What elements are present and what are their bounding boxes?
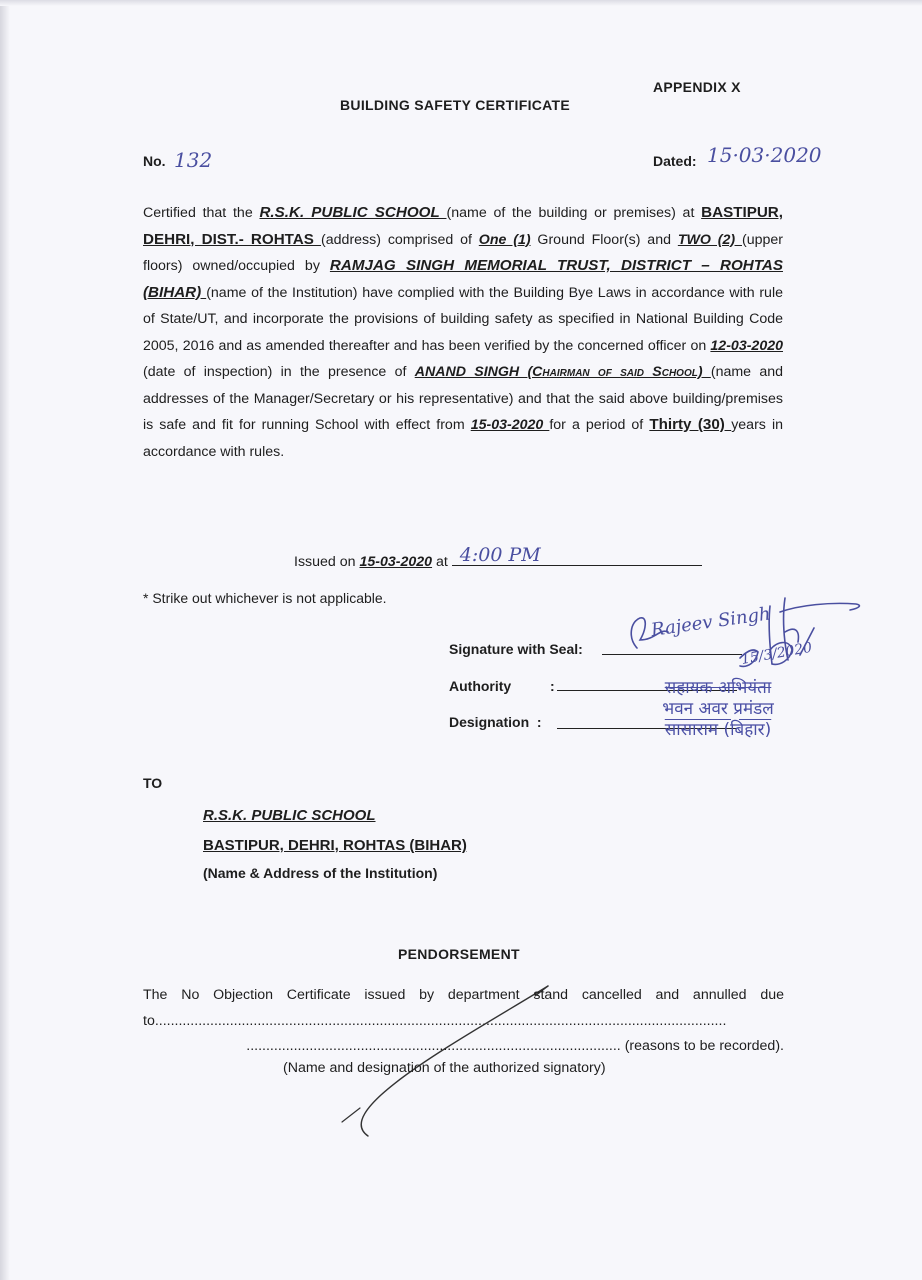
recipient-school: R.S.K. PUBLIC SCHOOL <box>203 807 376 824</box>
dated-value: 15·03·2020 <box>707 143 822 167</box>
issued-time: 4:00 PM <box>459 544 541 566</box>
witness-name: ANAND SINGH <box>414 364 528 380</box>
school-address: BASTIPUR, DEHRI, DIST.- ROHTAS <box>143 204 783 248</box>
endorsement-line-1: The No Objection Certificate issued by department stand cancelled and annulled due <box>143 987 784 1003</box>
recipient-to: TO <box>143 775 163 791</box>
stamp-line-3: सासाराम (बिहार) <box>664 720 772 740</box>
dated-label: Dated: <box>653 153 697 169</box>
body-text: (date of inspection) in the presence of <box>143 364 415 380</box>
signature-date: 15/3/2020 <box>739 639 814 668</box>
owner-institution: RAMJAG SINGH MEMORIAL TRUST, DISTRICT – ROHTAS (BIHAR) <box>143 257 783 301</box>
body-text: (upper floors) owned/occupied by <box>143 231 783 274</box>
certificate-number-label: No. <box>143 153 166 169</box>
inspection-date: 12-03-2020 <box>710 337 783 354</box>
body-text: Ground Floor(s) and <box>530 231 678 248</box>
body-text: (name and addresses of the Manager/Secretary or his representative) and that the said above building/premises is safe and fit for running School with effect from <box>143 364 784 433</box>
witness-role: (Chairman of said School) <box>527 364 711 380</box>
body-text: (name of the Institution) have complied with the Building Bye Laws in accordance with rule of State/UT, and incorporate the provisions of building safety as specified in National Building Code 2005, 2016 and as amended thereafter and has been verified by the concerned officer on <box>143 284 783 354</box>
signature-label: Signature with Seal: <box>449 641 583 657</box>
body-text: Certified that the <box>143 205 260 221</box>
signature-name: Rajeev Singh <box>649 603 772 641</box>
body-text: years in accordance with rules. <box>143 417 784 460</box>
body-text: for a period of <box>549 417 650 433</box>
strike-out-note: * Strike out whichever is not applicable. <box>143 590 387 606</box>
endorsement-strike-tail <box>342 1108 360 1122</box>
designation-colon: : <box>536 714 542 730</box>
endorsement-title: PENDORSEMENT <box>398 946 520 962</box>
stamp-line-1: सहायक अभियंता <box>664 678 772 698</box>
appendix-label: APPENDIX X <box>653 79 741 95</box>
issued-prefix: Issued on <box>294 554 360 570</box>
endorsement-line-3: ............................................................................................... (reasons to be recorded). <box>246 1038 784 1054</box>
upper-floor-count: TWO (2) <box>677 231 742 248</box>
certificate-title: BUILDING SAFETY CERTIFICATE <box>340 97 571 113</box>
authority-label: Authority <box>449 678 512 694</box>
authority-colon: : <box>550 678 555 694</box>
certificate-number-value: 132 <box>174 148 213 172</box>
effective-date: 15-03-2020 <box>470 417 550 433</box>
issued-at: at <box>432 554 452 570</box>
stamp-line-2: भवन अवर प्रमंडल <box>662 699 774 719</box>
school-name: R.S.K. PUBLIC SCHOOL <box>259 204 447 221</box>
endorsement-line-2: to................................................................................................................................................. <box>143 1013 727 1029</box>
recipient-caption: (Name & Address of the Institution) <box>203 865 438 881</box>
body-text: (name of the building or premises) at <box>446 205 702 221</box>
recipient-address: BASTIPUR, DEHRI, ROHTAS (BIHAR) <box>203 837 467 854</box>
issued-date: 15-03-2020 <box>359 554 433 570</box>
validity-period: Thirty (30) <box>649 416 732 433</box>
designation-text: Designation <box>449 714 530 730</box>
ground-floor-count: One (1) <box>478 231 531 248</box>
body-text: (address) comprised of <box>321 231 479 248</box>
endorsement-signatory-caption: (Name and designation of the authorized signatory) <box>283 1060 606 1076</box>
